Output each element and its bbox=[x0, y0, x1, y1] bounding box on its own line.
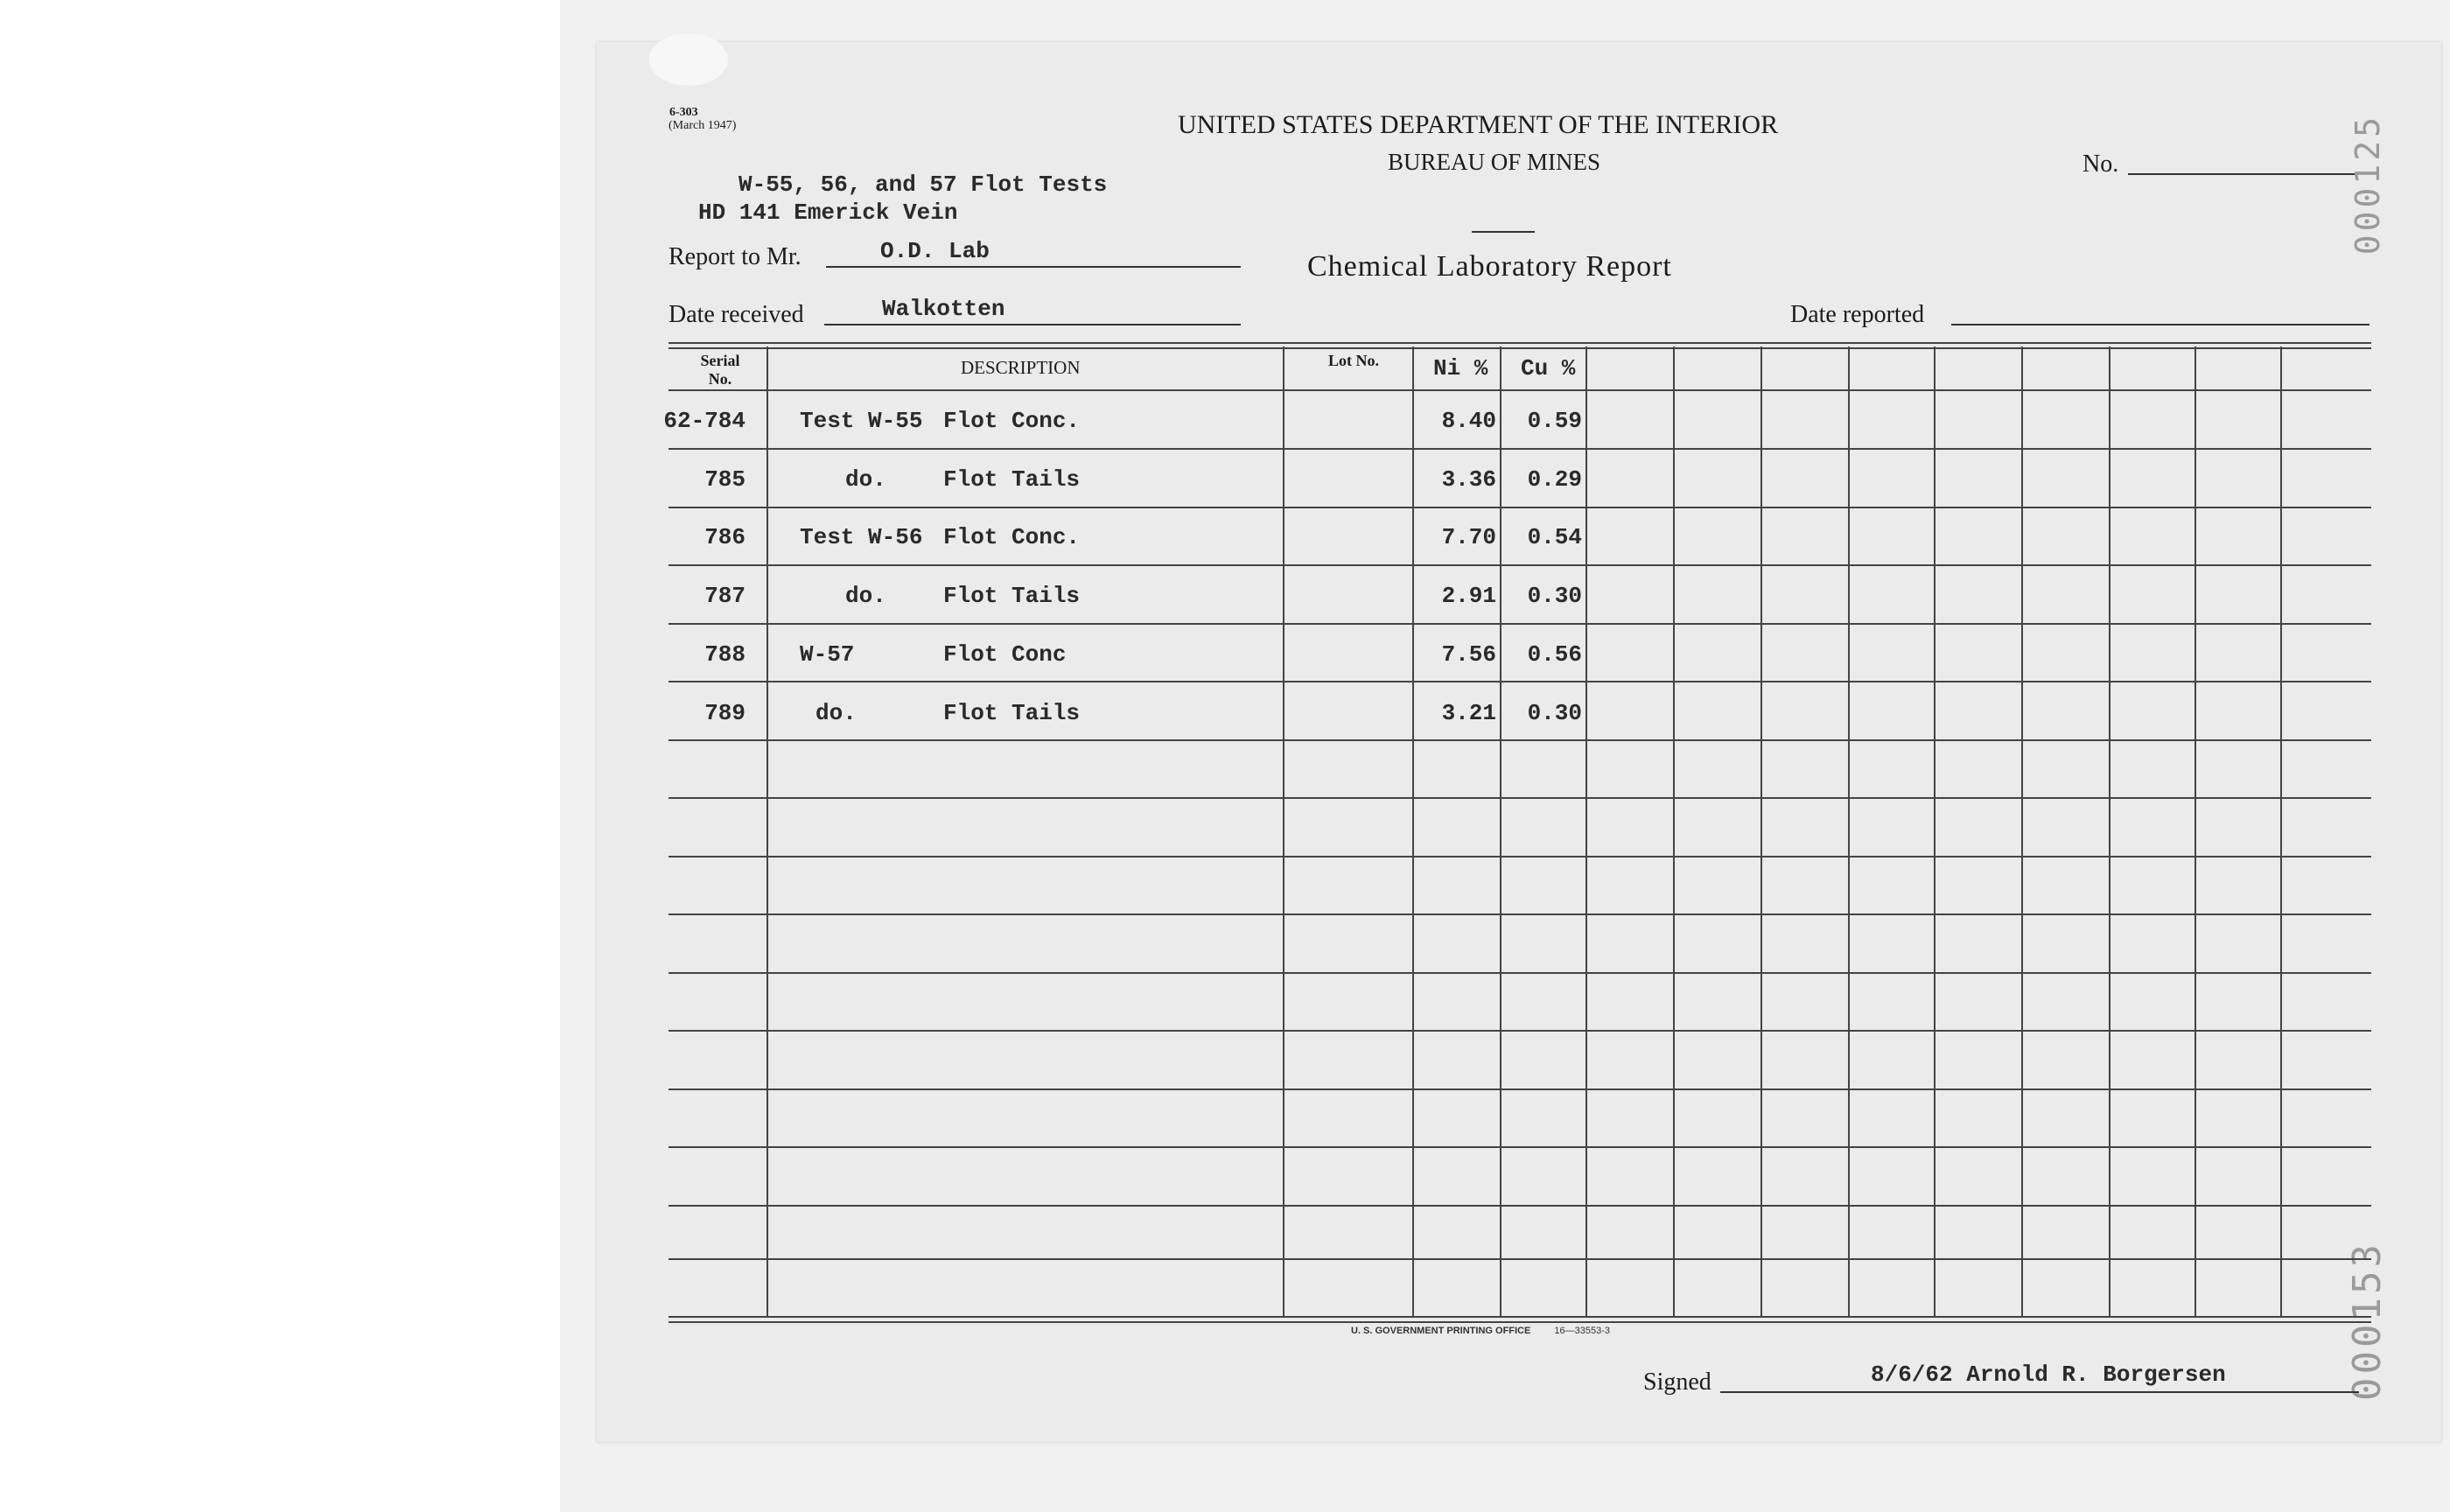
torn-corner bbox=[649, 33, 728, 86]
col-divider-blank-7 bbox=[2194, 346, 2196, 1316]
row-separator bbox=[668, 1088, 2371, 1090]
cell-ni-percent: 3.21 bbox=[1441, 700, 1496, 726]
row-separator bbox=[668, 1030, 2371, 1032]
signature-line[interactable] bbox=[1720, 1391, 2359, 1393]
row-separator bbox=[668, 681, 2371, 682]
col-divider-description bbox=[1283, 346, 1284, 1316]
cell-serial: 787 bbox=[704, 583, 746, 609]
agency-name: UNITED STATES DEPARTMENT OF THE INTERIOR bbox=[1178, 110, 1779, 139]
cell-ni-percent: 7.70 bbox=[1441, 524, 1496, 550]
col-divider-blank-1 bbox=[1673, 346, 1675, 1316]
cell-description-product: Flot Tails bbox=[943, 466, 1081, 493]
table-top-rule-2 bbox=[668, 347, 2371, 349]
cell-description-item: do. bbox=[816, 700, 857, 726]
row-separator bbox=[668, 1258, 2371, 1260]
col-divider-blank-3 bbox=[1848, 346, 1850, 1316]
cell-cu-percent: 0.56 bbox=[1527, 641, 1582, 668]
col-divider-ni bbox=[1500, 346, 1502, 1316]
no-label: No. bbox=[2082, 150, 2119, 178]
date-received-label: Date received bbox=[668, 301, 804, 328]
cell-description-product: Flot Conc. bbox=[943, 524, 1081, 550]
col-divider-blank-4 bbox=[1934, 346, 1936, 1316]
cell-description-product: Flot Conc. bbox=[943, 408, 1081, 434]
cell-description-product: Flot Conc bbox=[943, 641, 1067, 668]
printer-name: U. S. GOVERNMENT PRINTING OFFICE bbox=[1351, 1326, 1531, 1336]
cell-serial: 786 bbox=[704, 524, 746, 550]
cell-description-item: W-57 bbox=[800, 641, 855, 668]
row-separator bbox=[668, 507, 2371, 508]
report-title: Chemical Laboratory Report bbox=[1307, 250, 1672, 283]
typed-heading-tests: W-55, 56, and 57 Flot Tests bbox=[738, 172, 1108, 198]
printer-code: 16—33553-3 bbox=[1554, 1326, 1611, 1336]
title-rule bbox=[1472, 231, 1535, 233]
table-bottom-rule bbox=[668, 1316, 2371, 1318]
row-separator bbox=[668, 1146, 2371, 1148]
col-divider-serial bbox=[766, 346, 768, 1316]
row-separator bbox=[668, 914, 2371, 915]
table-bottom-rule-2 bbox=[668, 1321, 2371, 1323]
report-to-field-line[interactable] bbox=[826, 266, 1241, 268]
col-divider-lot bbox=[1412, 346, 1414, 1316]
row-separator bbox=[668, 623, 2371, 625]
cell-description-item: do. bbox=[845, 466, 886, 493]
no-field-line[interactable] bbox=[2128, 173, 2356, 175]
row-separator bbox=[668, 448, 2371, 450]
header-ni-percent: Ni % bbox=[1433, 355, 1488, 382]
header-lot-no: Lot No. bbox=[1328, 352, 1379, 369]
header-description: DESCRIPTION bbox=[961, 357, 1081, 378]
row-separator bbox=[668, 739, 2371, 741]
date-received-value: Walkotten bbox=[882, 296, 1005, 322]
col-divider-blank-6 bbox=[2109, 346, 2110, 1316]
typed-heading-vein: HD 141 Emerick Vein bbox=[698, 200, 958, 226]
cell-cu-percent: 0.54 bbox=[1527, 524, 1582, 550]
cell-cu-percent: 0.30 bbox=[1527, 583, 1582, 609]
table-top-rule bbox=[668, 342, 2371, 344]
date-reported-label: Date reported bbox=[1790, 301, 1925, 328]
cell-serial: 62-784 bbox=[663, 408, 746, 434]
row-separator bbox=[668, 1205, 2371, 1207]
cell-description-item: Test W-55 bbox=[800, 408, 923, 434]
cell-description-product: Flot Tails bbox=[943, 583, 1081, 609]
signature-value: 8/6/62 Arnold R. Borgersen bbox=[1871, 1362, 2226, 1388]
stamp-number-top: 000125 bbox=[2348, 114, 2387, 256]
row-separator bbox=[668, 972, 2371, 974]
cell-serial: 788 bbox=[704, 641, 746, 668]
cell-serial: 789 bbox=[704, 700, 746, 726]
stamp-number-bottom: 000153 bbox=[2345, 1241, 2390, 1401]
col-divider-blank-5 bbox=[2021, 346, 2023, 1316]
bureau-name: BUREAU OF MINES bbox=[1388, 149, 1601, 175]
date-received-field-line[interactable] bbox=[824, 324, 1241, 326]
header-cu-percent: Cu % bbox=[1521, 355, 1576, 382]
cell-cu-percent: 0.29 bbox=[1527, 466, 1582, 493]
header-serial-no: Serial No. bbox=[700, 352, 740, 388]
cell-description-product: Flot Tails bbox=[943, 700, 1081, 726]
date-reported-field-line[interactable] bbox=[1951, 324, 2370, 326]
cell-serial: 785 bbox=[704, 466, 746, 493]
row-separator bbox=[668, 564, 2371, 566]
cell-ni-percent: 2.91 bbox=[1441, 583, 1496, 609]
printer-imprint bbox=[1351, 1326, 1610, 1336]
header-bottom-rule bbox=[668, 389, 2371, 391]
row-separator bbox=[668, 797, 2371, 799]
form-number: 6-303 bbox=[669, 106, 698, 119]
cell-cu-percent: 0.59 bbox=[1527, 408, 1582, 434]
cell-cu-percent: 0.30 bbox=[1527, 700, 1582, 726]
form-date: (March 1947) bbox=[668, 119, 737, 132]
report-to-label: Report to Mr. bbox=[668, 243, 802, 270]
cell-ni-percent: 7.56 bbox=[1441, 641, 1496, 668]
col-divider-cu bbox=[1586, 346, 1587, 1316]
cell-ni-percent: 3.36 bbox=[1441, 466, 1496, 493]
cell-description-item: do. bbox=[845, 583, 886, 609]
col-divider-blank-8 bbox=[2280, 346, 2282, 1316]
cell-ni-percent: 8.40 bbox=[1441, 408, 1496, 434]
cell-description-item: Test W-56 bbox=[800, 524, 923, 550]
report-to-value: O.D. Lab bbox=[880, 238, 990, 264]
col-divider-blank-2 bbox=[1760, 346, 1762, 1316]
row-separator bbox=[668, 856, 2371, 858]
signed-label: Signed bbox=[1643, 1368, 1712, 1396]
